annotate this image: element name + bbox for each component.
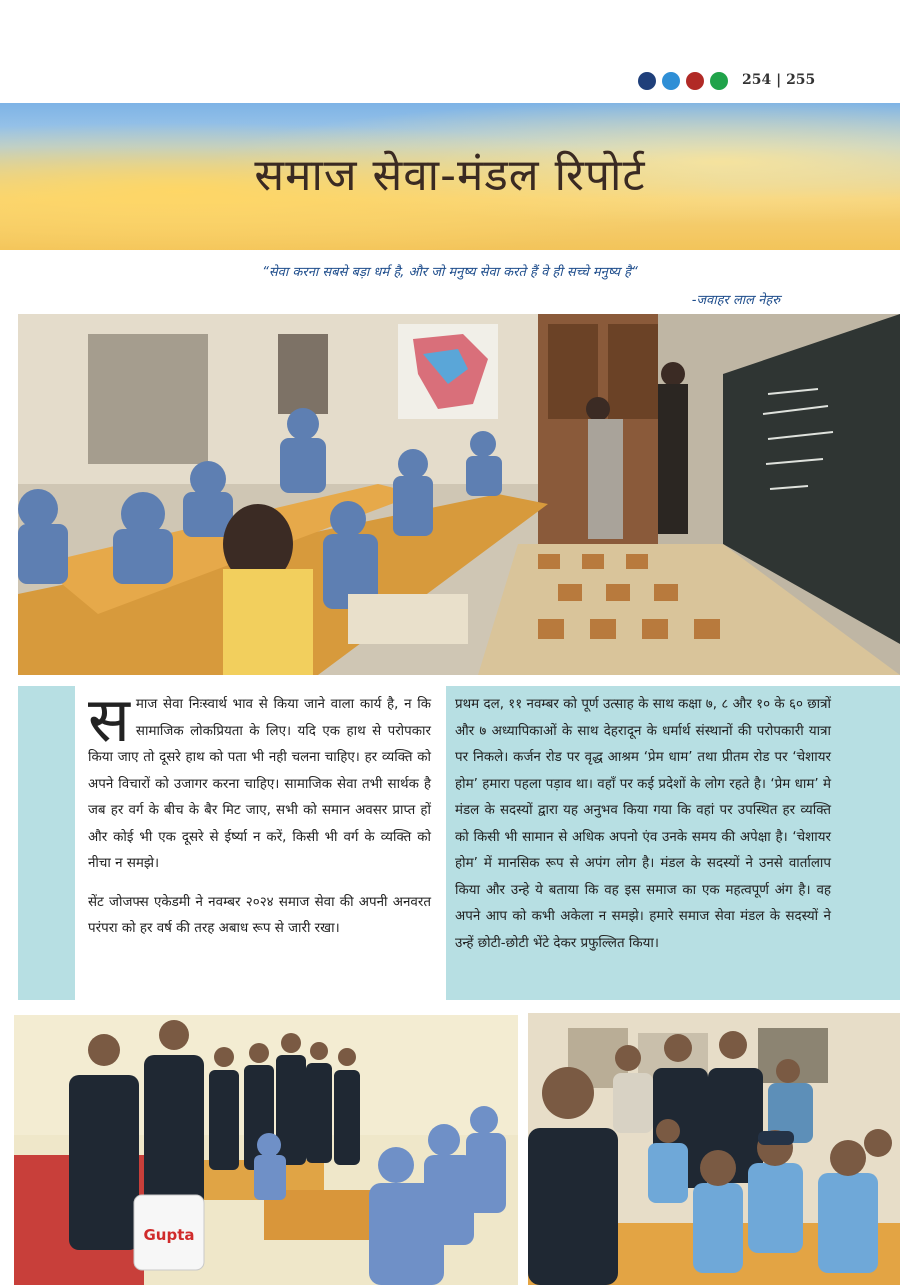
dropcap: स [88, 683, 130, 756]
dot-red [686, 72, 704, 90]
right-column-text [455, 692, 831, 969]
classroom-illustration [18, 314, 900, 675]
page-numbers: 254 | 255 [742, 72, 816, 88]
dot-blue [662, 72, 680, 90]
left-paragraph-2: सेंट जोजफ्स एकेडमी ने नवम्बर २०२४ समाज सेवा की अपनी अनवरत परंपरा को हर वर्ष की तरह अबाध रूप से जारी रखा। [88, 894, 431, 936]
quote-author: -जवाहर लाल नेहरु [691, 293, 780, 308]
bottom-left-photo [14, 1015, 518, 1285]
quote-text: “सेवा करना सबसे बड़ा धर्म है, और जो मनुष्य सेवा करते हैं वे ही सच्चे मनुष्य है“ [262, 265, 638, 280]
bottom-right-photo [528, 1013, 900, 1285]
color-dots [638, 72, 728, 90]
dot-navy [638, 72, 656, 90]
page-header [0, 60, 900, 100]
dot-green [710, 72, 728, 90]
main-classroom-photo [18, 314, 900, 675]
left-paragraph-1 [88, 683, 431, 878]
bag-brand-text: Gupta [143, 1226, 195, 1244]
left-paragraph-1-text: माज सेवा निःस्वार्थ भाव से किया जाने वाला कार्य है, न कि सामाजिक लोकप्रियता के लिए। यदि एक हाथ से परोपकार किया जाए तो दूसरे हाथ को पता भी नही चलना चाहिए। हर व्यक्ति को अपने विचारों को उजागर करना चाहिए। सामाजिक सेवा तभी सार्थक है जब हर वर्ग के बीच के बैर मिट जाए, सभी को समान अवसर प्राप्त हों और कोई भी एक दूसरे से ईर्ष्या न करें, किसी भी वर्ग के व्यक्ति को नीचा न समझे। [88, 697, 431, 871]
left-column-text [88, 683, 431, 955]
page-title: समाज सेवा-मंडल रिपोर्ट [254, 150, 646, 201]
right-paragraph-1: प्रथम दल, ११ नवम्बर को पूर्ण उत्साह के साथ कक्षा ७, ८ और १० के ६० छात्रों और ७ अध्यापिकाओं के साथ देहरादून के धर्मार्थ संस्थानों की परोपकारी यात्रा पर निकले। कर्जन रोड पर वृद्ध आश्रम ‘प्रेम धाम’ तथा प्रीतम रोड पर ‘चेशायर होम’ हमारा पहला पड़ाव था। वहाँ पर कई प्रदेशों के लोग रहते है। ‘प्रेम धाम’ मे मंडल के सदस्यों द्वारा यह अनुभव किया गया कि वहां पर उपस्थित हर व्यक्ति को किसी भी सामान से अधिक अपनो एंव उनके समय की अपेक्षा है। ‘चेशायर होम’ में मानसिक रूप से अपंग लोग है। मंडल के सदस्यों ने उनसे वार्तालाप किया और उन्हे ये बताया कि वह इस समाज का एक महत्वपूर्ण अंग है। वह अपने आप को कभी अकेला न समझे। हमारे समाज सेवा मंडल के सदस्यों ने उन्हें छोटी-छोटी भेंटे देकर प्रफुल्लित किया। [455, 697, 831, 951]
children-group-illustration [528, 1013, 900, 1285]
title-banner [0, 103, 900, 250]
students-gifts-illustration [14, 1015, 518, 1285]
